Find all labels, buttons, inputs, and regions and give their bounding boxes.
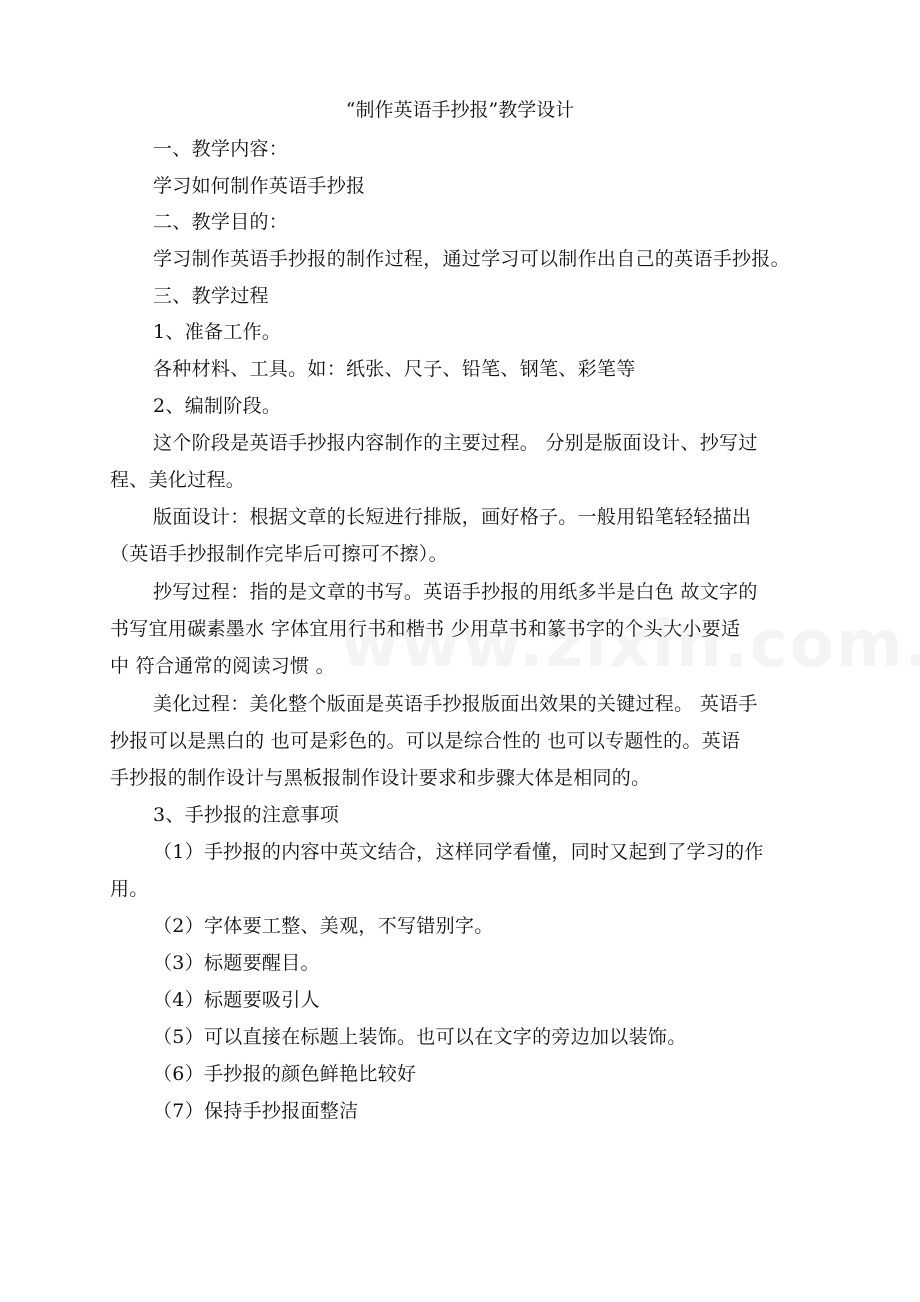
list-item: （2）字体要工整、美观，不写错别字。 [153, 915, 494, 937]
heading-teaching-goal: 二、教学目的： [153, 211, 289, 233]
list-item: （3）标题要醒目。 [153, 952, 320, 974]
subheading-preparation: 1、准备工作。 [153, 321, 282, 343]
heading-teaching-process: 三、教学过程 [153, 285, 269, 307]
paragraph-line: 这个阶段是英语手抄报内容制作的主要过程。 分别是版面设计、抄写过 [153, 432, 758, 454]
list-item: （6）手抄报的颜色鲜艳比较好 [153, 1063, 417, 1085]
list-item: （5）可以直接在标题上装饰。也可以在文字的旁边加以装饰。 [153, 1026, 687, 1048]
list-item: （1）手抄报的内容中英文结合，这样同学看懂，同时又起到了学习的作 [153, 841, 764, 863]
list-item: （7）保持手抄报面整洁 [153, 1100, 359, 1122]
list-item-continued: 用。 [110, 878, 149, 900]
document-title: “制作英语手抄报”教学设计 [345, 99, 575, 121]
paragraph-line: 学习如何制作英语手抄报 [153, 175, 366, 197]
list-item: （4）标题要吸引人 [153, 989, 320, 1011]
paragraph-line: 程、美化过程。 [110, 469, 246, 491]
paragraph-line: 美化过程：美化整个版面是英语手抄报版面出效果的关键过程。 英语手 [153, 693, 758, 715]
subheading-compilation: 2、编制阶段。 [153, 395, 282, 417]
heading-teaching-content: 一、教学内容： [153, 138, 289, 160]
paragraph-line: 版面设计：根据文章的长短进行排版，画好格子。一般用铅笔轻轻描出 [153, 506, 752, 528]
paragraph-line: （英语手抄报制作完毕后可擦可不擦）。 [110, 543, 448, 565]
paragraph-line: 学习制作英语手抄报的制作过程，通过学习可以制作出自己的英语手抄报。 [153, 248, 790, 270]
paragraph-line: 抄写过程：指的是文章的书写。英语手抄报的用纸多半是白色 故文字的 [153, 581, 758, 603]
paragraph-line: 抄报可以是黑白的 也可是彩色的。可以是综合性的 也可以专题性的。英语 [110, 730, 741, 752]
paragraph-line: 书写宜用碳素墨水 字体宜用行书和楷书 少用草书和篆书字的个头大小要适 [110, 618, 741, 640]
subheading-notes: 3、手抄报的注意事项 [153, 804, 340, 826]
paragraph-line: 各种材料、工具。如：纸张、尺子、铅笔、钢笔、彩笔等 [153, 358, 636, 380]
paragraph-line: 中 符合通常的阅读习惯 。 [110, 655, 335, 677]
paragraph-line: 手抄报的制作设计与黑板报制作设计要求和步骤大体是相同的。 [110, 767, 651, 789]
